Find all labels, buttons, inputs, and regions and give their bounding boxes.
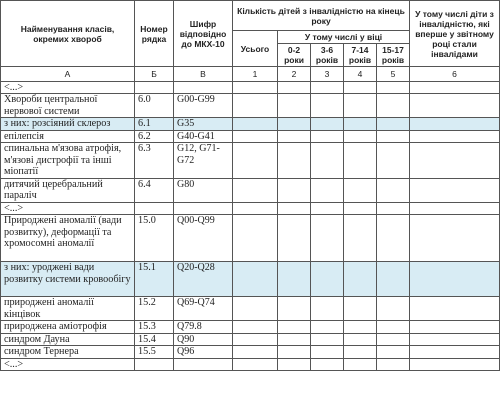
- disease-name-cell: з них: уроджені вади розвитку системи кровообігу: [1, 262, 135, 297]
- table-row: [1, 178, 500, 202]
- disease-name-cell: епілепсія: [1, 130, 135, 143]
- value-cell: [311, 262, 344, 297]
- value-cell: [233, 333, 278, 346]
- value-cell: [410, 297, 500, 321]
- value-cell: [233, 94, 278, 118]
- column-letter: 6: [410, 67, 500, 82]
- value-cell: [233, 143, 278, 179]
- value-cell: [311, 346, 344, 359]
- value-cell: [377, 215, 410, 262]
- value-cell: [377, 118, 410, 131]
- column-letter: 4: [344, 67, 377, 82]
- value-cell: [377, 94, 410, 118]
- line-number-cell: [135, 358, 174, 371]
- column-letter: В: [174, 67, 233, 82]
- table-row: [1, 94, 500, 118]
- value-cell: [278, 346, 311, 359]
- table-row: [1, 202, 500, 215]
- value-cell: [410, 202, 500, 215]
- column-letter: 3: [311, 67, 344, 82]
- table-row: [1, 143, 500, 179]
- value-cell: [278, 143, 311, 179]
- value-cell: [410, 262, 500, 297]
- value-cell: [410, 94, 500, 118]
- value-cell: [377, 81, 410, 94]
- value-cell: [278, 333, 311, 346]
- value-cell: [344, 81, 377, 94]
- value-cell: [410, 321, 500, 334]
- value-cell: [344, 321, 377, 334]
- header-age-15-17: 15-17 років: [377, 44, 410, 67]
- value-cell: [278, 178, 311, 202]
- value-cell: [278, 262, 311, 297]
- value-cell: [410, 130, 500, 143]
- value-cell: [344, 346, 377, 359]
- value-cell: [377, 130, 410, 143]
- disease-name-cell: <...>: [1, 358, 135, 371]
- value-cell: [278, 130, 311, 143]
- table-row: [1, 358, 500, 371]
- value-cell: [311, 215, 344, 262]
- icd-code-cell: Q90: [174, 333, 233, 346]
- value-cell: [311, 321, 344, 334]
- value-cell: [233, 215, 278, 262]
- table-row: [1, 130, 500, 143]
- value-cell: [344, 130, 377, 143]
- value-cell: [233, 262, 278, 297]
- value-cell: [410, 118, 500, 131]
- value-cell: [278, 118, 311, 131]
- line-number-cell: 6.3: [135, 143, 174, 179]
- value-cell: [278, 81, 311, 94]
- value-cell: [233, 81, 278, 94]
- value-cell: [278, 94, 311, 118]
- value-cell: [311, 202, 344, 215]
- table-row: [1, 321, 500, 334]
- header-icd-code: Шифр відповідно до МКХ-10: [174, 1, 233, 67]
- value-cell: [311, 297, 344, 321]
- icd-code-cell: Q96: [174, 346, 233, 359]
- value-cell: [311, 94, 344, 118]
- value-cell: [311, 358, 344, 371]
- header-total: Усього: [233, 31, 278, 67]
- header-age-7-14: 7-14 років: [344, 44, 377, 67]
- value-cell: [410, 215, 500, 262]
- table-body: [1, 81, 500, 371]
- header-first-time: У тому числі діти з інвалідністю, які вперше у звітному році стали інвалідами: [410, 1, 500, 67]
- value-cell: [377, 262, 410, 297]
- value-cell: [344, 333, 377, 346]
- value-cell: [410, 178, 500, 202]
- line-number-cell: 6.1: [135, 118, 174, 131]
- line-number-cell: 6.0: [135, 94, 174, 118]
- icd-code-cell: [174, 202, 233, 215]
- value-cell: [377, 178, 410, 202]
- value-cell: [233, 297, 278, 321]
- value-cell: [311, 333, 344, 346]
- value-cell: [278, 202, 311, 215]
- value-cell: [377, 358, 410, 371]
- icd-code-cell: [174, 81, 233, 94]
- value-cell: [344, 118, 377, 131]
- line-number-cell: [135, 81, 174, 94]
- value-cell: [278, 321, 311, 334]
- icd-code-cell: G00-G99: [174, 94, 233, 118]
- line-number-cell: 15.2: [135, 297, 174, 321]
- value-cell: [410, 358, 500, 371]
- header-line-number: Номер рядка: [135, 1, 174, 67]
- value-cell: [233, 321, 278, 334]
- icd-code-cell: [174, 358, 233, 371]
- value-cell: [377, 297, 410, 321]
- line-number-cell: 15.0: [135, 215, 174, 262]
- value-cell: [278, 215, 311, 262]
- table-header: [1, 1, 500, 82]
- table-row: [1, 81, 500, 94]
- value-cell: [344, 202, 377, 215]
- value-cell: [344, 215, 377, 262]
- icd-code-cell: Q79.8: [174, 321, 233, 334]
- column-letter: Б: [135, 67, 174, 82]
- value-cell: [233, 178, 278, 202]
- value-cell: [344, 94, 377, 118]
- value-cell: [311, 143, 344, 179]
- value-cell: [410, 346, 500, 359]
- value-cell: [377, 321, 410, 334]
- header-children-count: Кількість дітей з інвалідністю на кінець року: [233, 1, 410, 31]
- disease-name-cell: природжена аміотрофія: [1, 321, 135, 334]
- value-cell: [377, 346, 410, 359]
- disease-name-cell: синдром Дауна: [1, 333, 135, 346]
- disease-name-cell: дитячий церебральний параліч: [1, 178, 135, 202]
- value-cell: [377, 202, 410, 215]
- column-letter: 5: [377, 67, 410, 82]
- value-cell: [344, 262, 377, 297]
- icd-code-cell: G12, G71-G72: [174, 143, 233, 179]
- icd-code-cell: Q20-Q28: [174, 262, 233, 297]
- icd-code-cell: G80: [174, 178, 233, 202]
- table-row: [1, 297, 500, 321]
- value-cell: [377, 333, 410, 346]
- value-cell: [410, 333, 500, 346]
- table-row: [1, 262, 500, 297]
- disease-name-cell: з них: розсіяний склероз: [1, 118, 135, 131]
- value-cell: [311, 130, 344, 143]
- line-number-cell: 6.4: [135, 178, 174, 202]
- value-cell: [377, 143, 410, 179]
- value-cell: [344, 143, 377, 179]
- header-age-3-6: 3-6 років: [311, 44, 344, 67]
- disease-name-cell: Хвороби центральної нервової системи: [1, 94, 135, 118]
- value-cell: [311, 118, 344, 131]
- line-number-cell: 15.3: [135, 321, 174, 334]
- value-cell: [311, 81, 344, 94]
- line-number-cell: 15.1: [135, 262, 174, 297]
- value-cell: [344, 358, 377, 371]
- icd-code-cell: G40-G41: [174, 130, 233, 143]
- table-row: [1, 215, 500, 262]
- line-number-cell: [135, 202, 174, 215]
- column-letters-row: [1, 67, 500, 82]
- value-cell: [278, 297, 311, 321]
- value-cell: [233, 358, 278, 371]
- value-cell: [233, 118, 278, 131]
- table-row: [1, 333, 500, 346]
- table-row: [1, 118, 500, 131]
- value-cell: [410, 143, 500, 179]
- header-age-0-2: 0-2 роки: [278, 44, 311, 67]
- line-number-cell: 15.4: [135, 333, 174, 346]
- disease-name-cell: природжені аномалії кінцівок: [1, 297, 135, 321]
- value-cell: [233, 202, 278, 215]
- icd-code-cell: Q69-Q74: [174, 297, 233, 321]
- column-letter: А: [1, 67, 135, 82]
- disease-name-cell: <...>: [1, 81, 135, 94]
- header-age-group: У тому числі у віці: [278, 31, 410, 44]
- header-name: Найменування класів, окремих хвороб: [1, 1, 135, 67]
- value-cell: [233, 130, 278, 143]
- value-cell: [311, 178, 344, 202]
- value-cell: [278, 358, 311, 371]
- column-letter: 1: [233, 67, 278, 82]
- table-row: [1, 346, 500, 359]
- value-cell: [233, 346, 278, 359]
- disease-name-cell: <...>: [1, 202, 135, 215]
- disease-name-cell: синдром Тернера: [1, 346, 135, 359]
- line-number-cell: 6.2: [135, 130, 174, 143]
- icd-code-cell: G35: [174, 118, 233, 131]
- icd-code-cell: Q00-Q99: [174, 215, 233, 262]
- line-number-cell: 15.5: [135, 346, 174, 359]
- column-letter: 2: [278, 67, 311, 82]
- value-cell: [410, 81, 500, 94]
- value-cell: [344, 178, 377, 202]
- disease-name-cell: Природжені аномалії (вади розвитку), деформації та хромосомні аномалії: [1, 215, 135, 262]
- value-cell: [344, 297, 377, 321]
- disease-name-cell: спинальна м'язова атрофія, м'язові дистрофії та інші міопатії: [1, 143, 135, 179]
